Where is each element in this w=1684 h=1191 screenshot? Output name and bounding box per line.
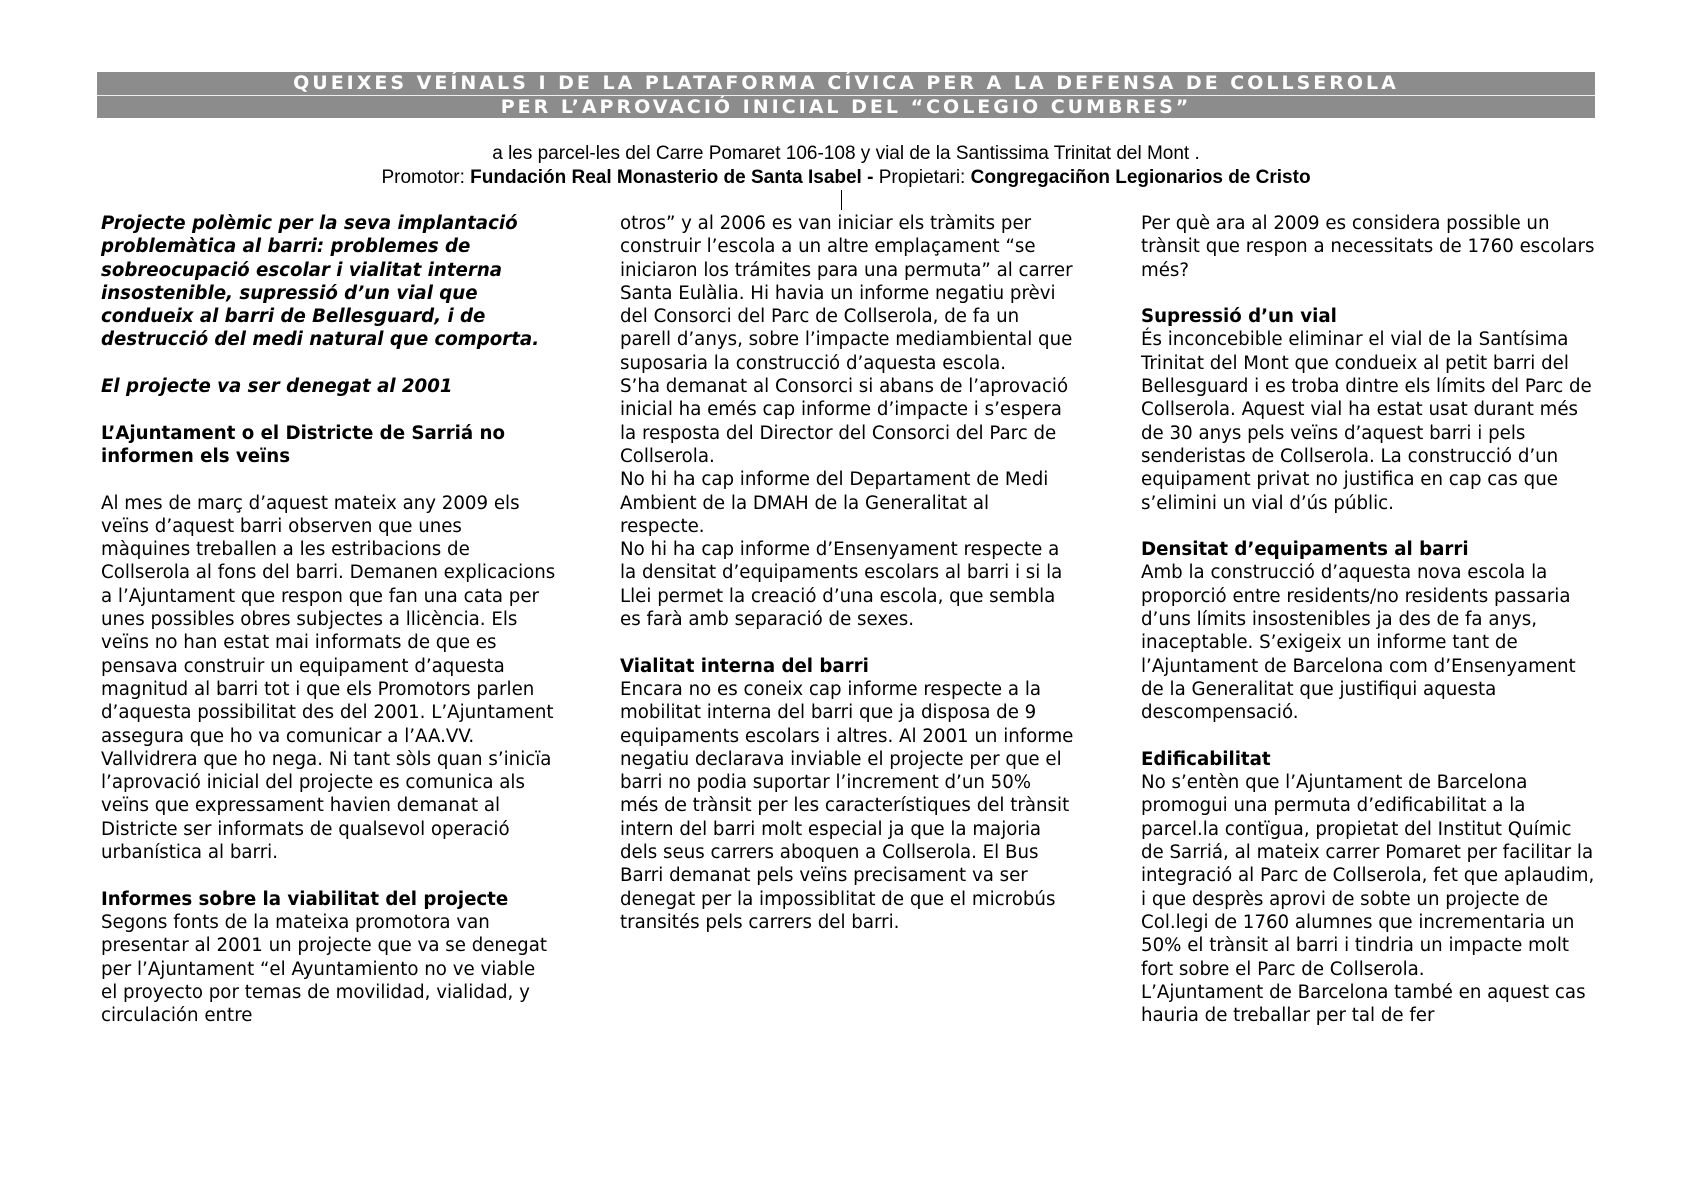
banner-divider [97, 95, 1595, 96]
paragraph-tramits: otros” y al 2006 es van iniciar els tràmits per construir l’escola a un altre emplaçament “se iniciaron los trámites para una permuta” al carrer Santa Eulàlia. Hi havia un informe negatiu prèvi del Consorci del Parc de Collserola, de fa un parell d’anys, sobre l’impacte mediambiental que suposaria la construcció d’aquesta escola. [620, 213, 1073, 374]
owner-value: Congregaciñon Legionarios de Cristo [970, 167, 1311, 188]
text-cursor-mark [841, 190, 842, 210]
section-body-supressio: És inconcebible eliminar el vial de la Santísima Trinitat del Mont que condueix al petit barri del Bellesguard i es troba dintre els límits del Parc de Collserola. Aquest vial ha estat usat durant més de 30 anys pels veïns d’aquest barri i pels senderistas de Collserola. La construcció d’un equipament privat no justifica en cap cas que s’elimini un vial d’ús públic. [1141, 329, 1592, 514]
banner-title-line-2: PER L’APROVACIÓ INICIAL DEL “COLEGIO CUMBRES” [500, 96, 1192, 118]
column-1 [101, 212, 556, 1027]
promotor-label: Promotor: [381, 167, 465, 188]
section-heading-informes: Informes sobre la viabilitat del projecte [101, 888, 509, 910]
section-body-ajuntament: Al mes de març d’aquest mateix any 2009 els veïns d’aquest barri observen que unes màquines treballen a les estribacions de Collserola al fons del barri. Demanen explicacions a l’Ajuntament que respon que fan una cata per unes possibles obres subjectes a llicència. Els veïns no han estat mai informats de que es pensava construir un equipament d’aquesta magnitud al barri tot i que els Promotors parlen d’aquesta possibilitat des del 2001. L’Ajuntament assegura que ho va comunicar a l’AA.VV. Vallvidrera que ho nega. Ni tant sòls quan s’inicïa l’aprovació inicial del projecte es comunica als veïns que expressament havien demanat al Districte ser informats de qualsevol operació urbanística al barri. [101, 492, 556, 864]
paragraph-ensenyament: No hi ha cap informe d’Ensenyament respecte a la densitat d’equipaments escolars al barri i si la Llei permet la creació d’una escola, que sembla es farà amb separació de sexes. [620, 539, 1063, 631]
section-heading-edificabilitat: Edificabilitat [1141, 748, 1271, 770]
paragraph-final: L’Ajuntament de Barcelona també en aquest cas hauria de treballar per tal de fer [1141, 981, 1586, 1027]
owner-label: Propietari: [878, 167, 966, 188]
paragraph-transit-question: Per què ara al 2009 es considera possible un trànsit que respon a necessitats de 1760 escolars més? [1141, 213, 1595, 281]
project-location: a les parcel-les del Carre Pomaret 106-108 y vial de la Santissima Trinitat del Mont . [492, 143, 1200, 164]
project-parties [97, 166, 1595, 190]
section-body-informes: Segons fonts de la mateixa promotora van presentar al 2001 un projecte que va se denegat per l’Ajuntament “el Ayuntamiento no ve viable el proyecto por temas de movilidad, vialidad, y circulación entre [101, 911, 547, 1027]
column-3 [1141, 212, 1596, 1027]
header-banner [97, 72, 1595, 118]
column-2 [620, 212, 1075, 934]
denied-statement: El projecte va ser denegat al 2001 [101, 376, 453, 398]
paragraph-medi-ambient: No hi ha cap informe del Departament de Medi Ambient de la DMAH de la Generalitat al respecte. [620, 469, 1049, 537]
section-body-vialitat: Encara no es coneix cap informe respecte a la mobilitat interna del barri que ja disposa de 9 equipaments escolars i altres. Al 2001 un informe negatiu declarava inviable el projecte per que el barri no podia suportar l’increment d’un 50% més de trànsit per les característiques del trànsit intern del barri molt especial ja que la majoria dels seus carrers aboquen a Collserola. El Bus Barri demanat pels veïns precisament va ser denegat per la impossiblitat de que el microbús transités pels carrers del barri. [620, 678, 1074, 933]
project-subtitle [97, 142, 1595, 190]
section-heading-densitat: Densitat d’equipaments al barri [1141, 539, 1469, 561]
paragraph-consorci: S’ha demanat al Consorci si abans de l’aprovació inicial ha emés cap informe d’impacte i s’espera la resposta del Director del Consorci del Parc de Collserola. [620, 376, 1069, 467]
section-body-densitat: Amb la construcció d’aquesta nova escola la proporció entre residents/no residents passaria d’uns límits insostenibles ja des de fa anys, inaceptable. S’exigeix un informe tant de l’Ajuntament de Barcelona com d’Ensenyament de la Generalitat que justifiqui aquesta descompensació. [1141, 562, 1576, 724]
section-heading-supressio: Supressió d’un vial [1141, 306, 1337, 328]
section-heading-vialitat: Vialitat interna del barri [620, 655, 869, 677]
section-body-edificabilitat: No s’entèn que l’Ajuntament de Barcelona promogui una permuta d’edificabilitat a la parcel.la contïgua, propietat del Institut Químic de Sarriá, al mateix carrer Pomaret per facilitar la integració al Parc de Collserola, fet que aplaudim, i que desprès aprovi de sobte un projecte de Col.legi de 1760 alumnes que incrementaria un 50% el trànsit al barri i tindria un impacte molt fort sobre el Parc de Collserola. [1141, 772, 1595, 980]
section-heading-ajuntament: L’Ajuntament o el Districte de Sarriá no informen els veïns [101, 422, 505, 467]
banner-title-line-1: QUEIXES VEÍNALS I DE LA PLATAFORMA CÍVICA PER A LA DEFENSA DE COLLSEROLA [293, 72, 1399, 94]
intro-paragraph: Projecte polèmic per la seva implantació problemàtica al barri: problemes de sobreocupació escolar i vialitat interna insostenible, supressió d’un vial que condueix al barri de Bellesguard, i de destrucció del medi natural que comporta. [101, 213, 540, 351]
promotor-value: Fundación Real Monasterio de Santa Isabel - [470, 167, 874, 188]
